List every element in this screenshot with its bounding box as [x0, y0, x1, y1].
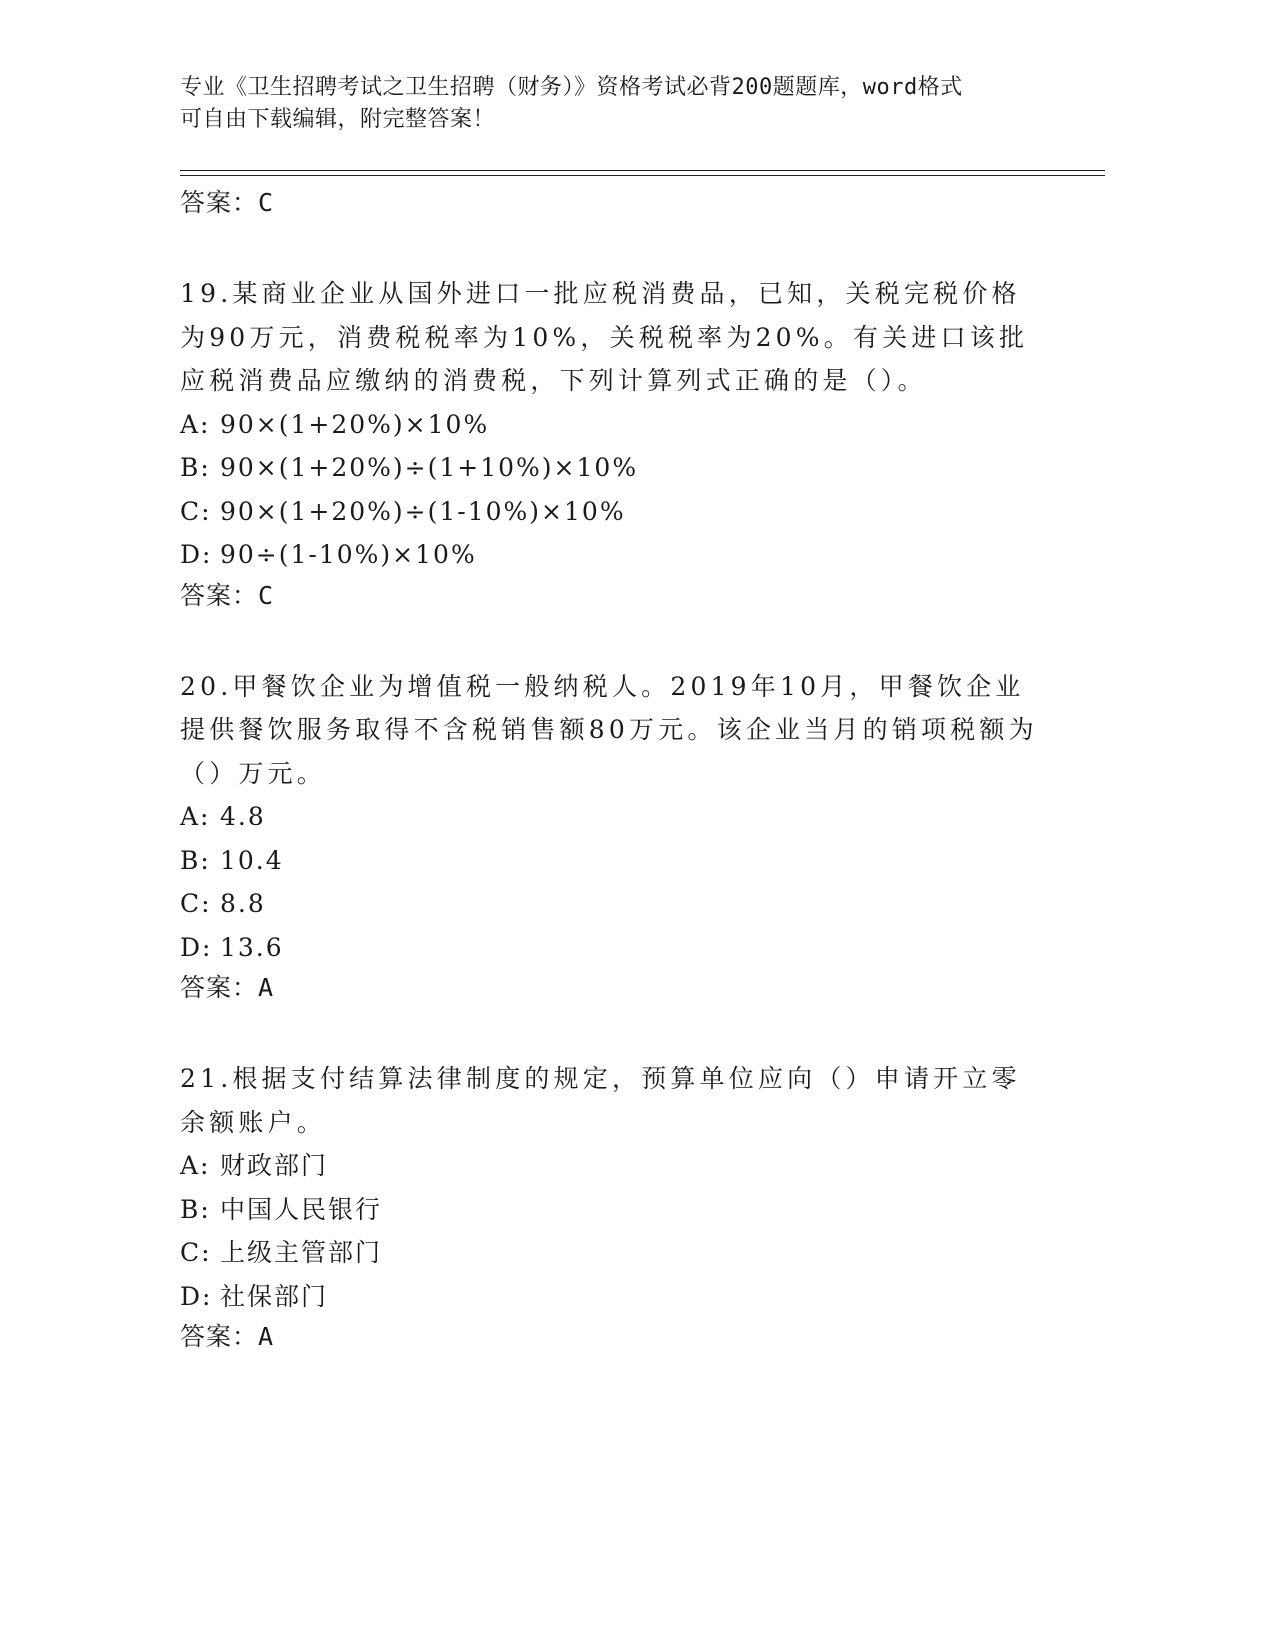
answer-line — [180, 969, 1040, 1011]
option-text: 4.8 — [220, 802, 266, 831]
answer-label: 答案： — [180, 1322, 259, 1351]
answer-value: A — [258, 973, 275, 1002]
answer-value: C — [258, 580, 275, 610]
question-text: 19.某商业企业从国外进口一批应税消费品，已知，关税完税价格为90万元，消费税税率为10%，关税税率为20%。有关进口该批应税消费品应缴纳的消费税，下列计算列式正确的是（）。 — [180, 279, 1029, 395]
answer-line — [180, 184, 1040, 226]
option-text: 中国人民银行 — [220, 1194, 383, 1224]
option-a — [180, 1144, 1040, 1188]
option-key: C: — [180, 889, 212, 918]
option-text: 10.4 — [220, 845, 284, 875]
option-c — [180, 1231, 1040, 1275]
header-line-2: 可自由下载编辑，附完整答案！ — [180, 107, 496, 132]
header-divider-bottom — [180, 175, 1105, 176]
option-b — [180, 1188, 1040, 1232]
answer-label: 答案： — [180, 188, 259, 217]
document-body — [180, 184, 1040, 1360]
option-key: B: — [180, 453, 211, 482]
header-line-1: 专业《卫生招聘考试之卫生招聘（财务）》资格考试必背200题题库，word格式 — [180, 75, 963, 100]
option-text: 90×(1+20%)×10% — [220, 409, 490, 439]
answer-label: 答案： — [180, 973, 259, 1002]
option-text: 90×(1+20%)÷(1+10%)×10% — [220, 453, 639, 482]
option-c — [180, 882, 1040, 926]
option-key: D: — [180, 932, 213, 962]
option-text: 社保部门 — [220, 1281, 329, 1311]
option-key: A: — [180, 802, 211, 831]
option-d — [180, 1275, 1040, 1319]
option-a — [180, 795, 1040, 839]
question-21 — [180, 1057, 1040, 1360]
option-d — [180, 533, 1040, 577]
option-text: 8.8 — [220, 889, 266, 918]
option-text: 90÷(1-10%)×10% — [220, 540, 477, 569]
question-text: 20.甲餐饮企业为增值税一般纳税人。2019年10月，甲餐饮企业提供餐饮服务取得不含税销售额80万元。该企业当月的销项税额为（）万元。 — [180, 671, 1038, 788]
answer-label: 答案： — [180, 580, 259, 610]
answer-line — [180, 577, 1040, 619]
document-header — [180, 72, 1060, 136]
option-b — [180, 446, 1040, 490]
question-19 — [180, 272, 1040, 619]
option-text: 上级主管部门 — [220, 1238, 383, 1267]
option-key: B: — [180, 1194, 211, 1224]
option-key: A: — [180, 409, 211, 439]
option-key: C: — [180, 496, 212, 526]
option-text: 财政部门 — [220, 1151, 329, 1180]
question-20 — [180, 665, 1040, 1012]
question-text: 21.根据支付结算法律制度的规定，预算单位应向（）申请开立零余额账户。 — [180, 1064, 1021, 1137]
option-key: D: — [180, 540, 213, 569]
option-key: B: — [180, 845, 211, 875]
option-text: 13.6 — [220, 932, 284, 962]
answer-value: C — [258, 188, 275, 217]
option-key: A: — [180, 1151, 211, 1180]
option-c — [180, 490, 1040, 534]
answer-value: A — [258, 1322, 275, 1351]
option-text: 90×(1+20%)÷(1-10%)×10% — [220, 496, 626, 526]
option-key: D: — [180, 1281, 213, 1311]
option-key: C: — [180, 1238, 212, 1267]
option-d — [180, 926, 1040, 970]
option-b — [180, 839, 1040, 883]
answer-line — [180, 1318, 1040, 1360]
option-a — [180, 403, 1040, 447]
header-divider-top — [180, 170, 1105, 171]
